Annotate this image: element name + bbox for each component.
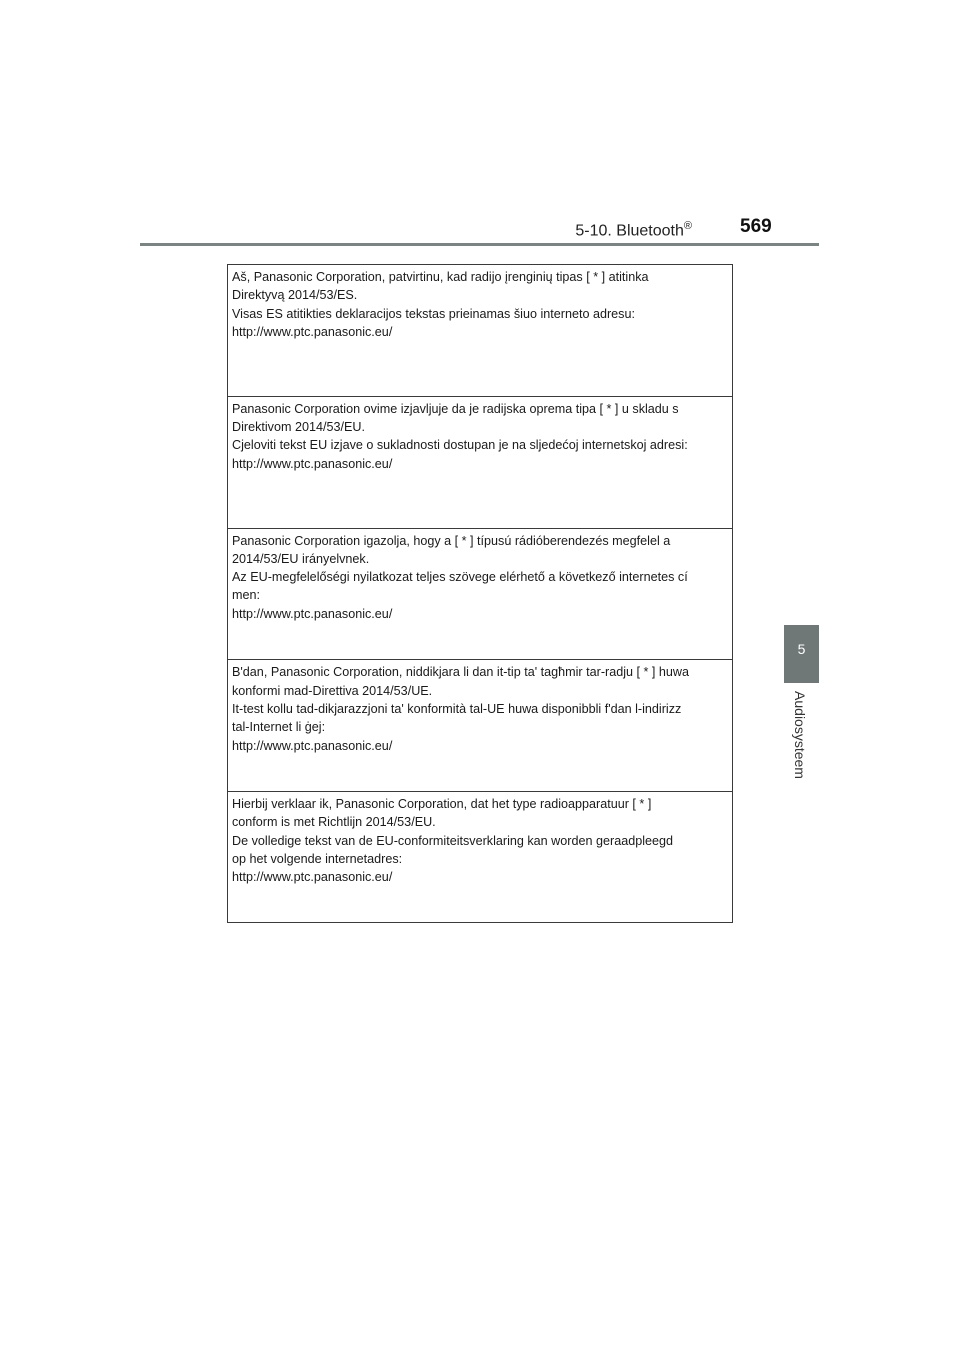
- declaration-line: It-test kollu tad-dikjarazzjoni ta' konformità tal-UE huwa disponibbli f'dan l-indirizz: [232, 701, 682, 716]
- declaration-line: http://www.ptc.panasonic.eu/: [232, 870, 393, 885]
- declaration-line: men:: [232, 588, 260, 603]
- declaration-line: Az EU-megfelelőségi nyilatkozat teljes szövege elérhető a következő internetes cí: [232, 570, 688, 585]
- declaration-line: Panasonic Corporation ovime izjavljuje da je radijska oprema tipa [ * ] u skladu s: [232, 401, 679, 416]
- declaration-line: Direktyvą 2014/53/ES.: [232, 288, 358, 303]
- declaration-table: [227, 264, 733, 923]
- declaration-line: Panasonic Corporation igazolja, hogy a [ * ] típusú rádióberendezés megfelel a: [232, 533, 671, 548]
- declaration-line: http://www.ptc.panasonic.eu/: [232, 456, 393, 471]
- declaration-line: http://www.ptc.panasonic.eu/: [232, 738, 393, 753]
- registered-trademark: ®: [683, 220, 692, 232]
- declaration-line: konformi mad-Direttiva 2014/53/UE.: [232, 683, 433, 698]
- header-rule: [140, 243, 819, 246]
- section-title: [575, 220, 692, 240]
- declaration-cell: [228, 397, 732, 529]
- declaration-line: Hierbij verklaar ik, Panasonic Corporation, dat het type radioapparatuur [ * ]: [232, 797, 652, 812]
- declaration-line: De volledige tekst van de EU-conformiteitsverklaring kan worden geraadpleegd: [232, 833, 674, 848]
- declaration-cell: [228, 265, 732, 397]
- page-number: 569: [740, 216, 772, 237]
- declaration-line: http://www.ptc.panasonic.eu/: [232, 606, 393, 621]
- chapter-label: Audiosysteem: [792, 691, 808, 779]
- chapter-tab: [784, 625, 819, 683]
- chapter-number: 5: [797, 641, 806, 657]
- declaration-line: Aš, Panasonic Corporation, patvirtinu, kad radijo įrenginių tipas [ * ] atitinka: [232, 270, 649, 284]
- declaration-line: Cjeloviti tekst EU izjave o sukladnosti dostupan je na sljedećoj internetskoj adresi:: [232, 438, 688, 453]
- declaration-line: B'dan, Panasonic Corporation, niddikjara li dan it-tip ta' tagħmir tar-radju [ * ] huwa: [232, 665, 690, 680]
- declaration-line: conform is met Richtlijn 2014/53/EU.: [232, 815, 436, 830]
- declaration-cell: [228, 529, 732, 661]
- declaration-line: Direktivom 2014/53/EU.: [232, 420, 365, 435]
- declaration-line: Visas ES atitikties deklaracijos tekstas prieinamas šiuo interneto adresu:: [232, 306, 635, 321]
- declaration-line: 2014/53/EU irányelvnek.: [232, 551, 370, 566]
- declaration-cell: [228, 792, 732, 924]
- declaration-line: op het volgende internetadres:: [232, 852, 403, 867]
- declaration-cell: [228, 660, 732, 792]
- declaration-line: http://www.ptc.panasonic.eu/: [232, 324, 393, 339]
- declaration-line: tal-Internet li ġej:: [232, 720, 326, 735]
- section-title-text: 5-10. Bluetooth: [575, 222, 684, 240]
